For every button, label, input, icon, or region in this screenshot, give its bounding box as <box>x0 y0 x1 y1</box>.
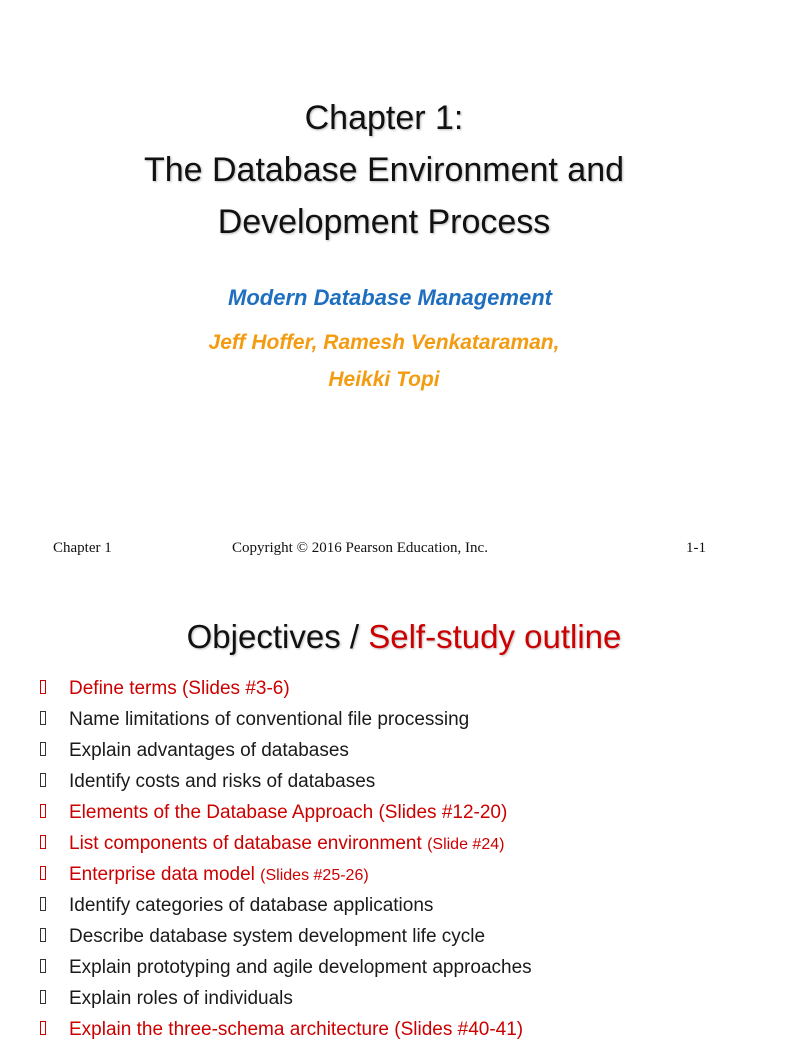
objective-item <box>40 859 532 890</box>
objective-item <box>40 673 532 704</box>
objectives-title-part1: Objectives / <box>186 618 369 655</box>
objective-slide-note: (Slides #25-26) <box>260 867 369 884</box>
objective-item <box>40 797 532 828</box>
objective-item <box>40 921 532 952</box>
authors <box>0 324 768 398</box>
objective-text: Explain the three-schema architecture (Slides #40-41) <box>69 1019 524 1040</box>
bullet-icon <box>40 773 46 787</box>
objective-text: Elements of the Database Approach (Slides #12-20) <box>69 802 508 823</box>
footer-chapter: Chapter 1 <box>53 540 112 556</box>
title-line: The Database Environment and <box>143 151 625 189</box>
authors-line: Jeff Hoffer, Ramesh Venkataraman, <box>208 331 560 354</box>
bullet-icon <box>40 804 46 818</box>
objective-item <box>40 1014 532 1045</box>
objective-text: Enterprise data model <box>69 864 261 885</box>
bullet-icon <box>40 1021 46 1035</box>
bullet-icon <box>40 990 46 1004</box>
objective-text: Name limitations of conventional file processing <box>69 709 470 730</box>
authors-line: Heikki Topi <box>328 368 440 391</box>
objective-item <box>40 766 532 797</box>
book-title: Modern Database Management <box>228 285 552 310</box>
objective-text: Describe database system development life cycle <box>69 926 486 947</box>
objectives-list <box>40 673 532 1045</box>
bullet-icon <box>40 680 46 694</box>
objective-item <box>40 704 532 735</box>
bullet-icon <box>40 866 46 880</box>
objective-item <box>40 952 532 983</box>
bullet-icon <box>40 928 46 942</box>
footer-copyright: Copyright © 2016 Pearson Education, Inc. <box>232 540 488 556</box>
footer-page-number: 1-1 <box>686 540 706 556</box>
objectives-slide <box>0 580 768 1040</box>
objective-text: Define terms (Slides #3-6) <box>69 678 290 699</box>
objectives-title-part2: Self-study outline <box>368 618 622 655</box>
objective-slide-note: (Slide #24) <box>427 836 505 853</box>
title-line: Development Process <box>217 203 551 241</box>
objective-text: Identify categories of database applications <box>69 895 434 916</box>
objectives-title <box>0 618 808 656</box>
bullet-icon <box>40 897 46 911</box>
objective-item <box>40 983 532 1014</box>
bullet-icon <box>40 959 46 973</box>
bullet-icon <box>40 711 46 725</box>
objective-text: List components of database environment <box>69 833 428 854</box>
bullet-icon <box>40 835 46 849</box>
objective-item <box>40 890 532 921</box>
slide-title <box>0 92 768 248</box>
objective-text: Explain roles of individuals <box>69 988 293 1009</box>
objective-item <box>40 735 532 766</box>
title-line: Chapter 1: <box>304 99 464 137</box>
objective-item <box>40 828 532 859</box>
bullet-icon <box>40 742 46 756</box>
objective-text: Identify costs and risks of databases <box>69 771 376 792</box>
objective-text: Explain prototyping and agile development approaches <box>69 957 532 978</box>
objective-text: Explain advantages of databases <box>69 740 349 761</box>
